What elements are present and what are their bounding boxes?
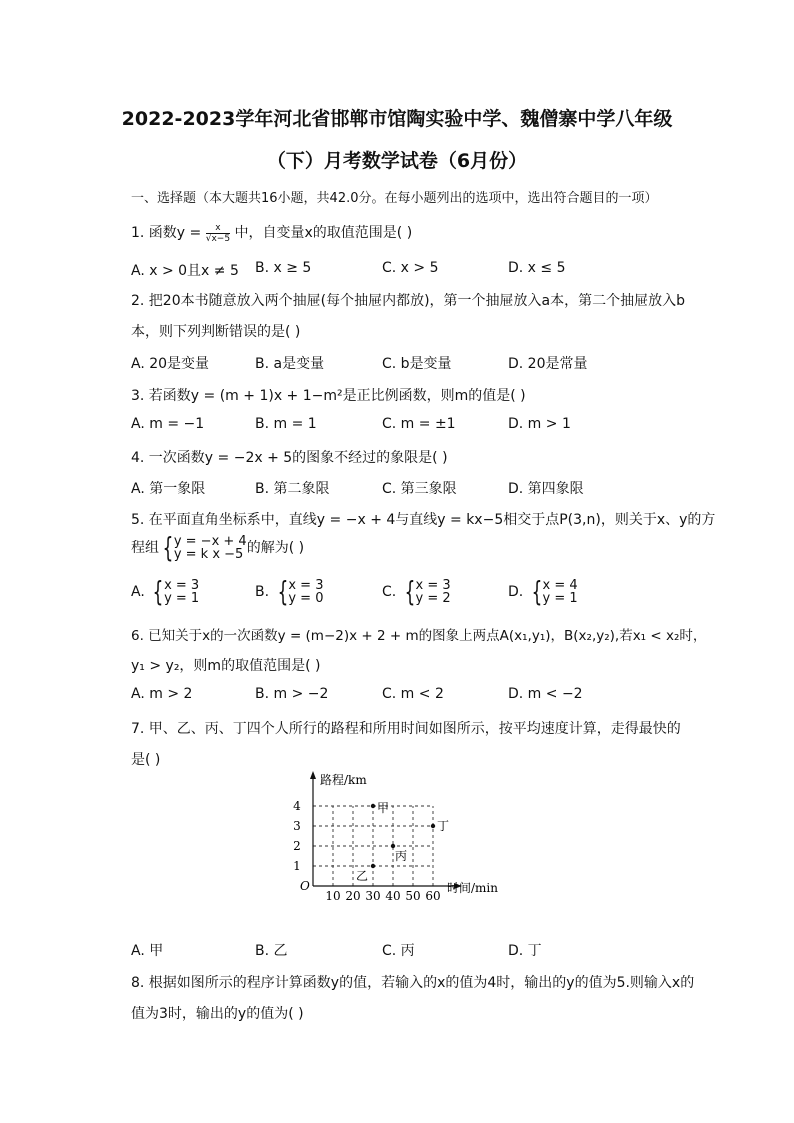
question-7-line2: 是( ) [131, 752, 161, 768]
q5-system-eq1: y = −x + 4 [173, 534, 247, 549]
q4-option-c[interactable]: C. 第三象限 [382, 481, 457, 497]
question-2-line1: 2. 把20本书随意放入两个抽屉(每个抽屉内都放)，第一个抽屉放入a本，第二个抽屉放入b [131, 293, 686, 309]
q5-option-c-brace: { [404, 575, 415, 608]
q3-option-a[interactable]: A. m = −1 [131, 416, 205, 432]
exam-title-line1: 2022-2023学年河北省邯郸市馆陶实验中学、魏僧寨中学八年级 [121, 108, 673, 130]
y-tick-label: 1 [293, 859, 301, 873]
q1-option-d[interactable]: D. x ≤ 5 [508, 260, 566, 276]
q4-option-a[interactable]: A. 第一象限 [131, 481, 206, 497]
q5-option-c-label: C. [382, 584, 397, 600]
q7-option-c[interactable]: C. 丙 [382, 943, 415, 959]
data-point [371, 804, 375, 808]
q5-system [174, 535, 247, 561]
q3-option-c[interactable]: C. m = ±1 [382, 416, 456, 432]
q1-fraction-denominator: √x−5 [205, 233, 231, 244]
x-tick-label: 40 [385, 889, 401, 900]
q5-option-b-eq2: y = 0 [288, 591, 324, 606]
data-point [371, 864, 375, 868]
q6-option-d[interactable]: D. m < −2 [508, 686, 583, 702]
q5-option-c-eq1: x = 3 [415, 578, 451, 593]
exam-title-line2: （下）月考数学试卷（6月份） [266, 150, 528, 172]
q5-option-b-system [288, 579, 323, 605]
y-tick-label: 3 [293, 819, 301, 833]
section-heading: 一、选择题（本大题共16小题，共42.0分。在每小题列出的选项中，选出符合题目的一项） [131, 191, 658, 206]
q5-option-d-label: D. [508, 584, 524, 600]
q2-option-a[interactable]: A. 20是变量 [131, 356, 210, 372]
origin-label: O [300, 879, 310, 893]
q2-option-c[interactable]: C. b是变量 [382, 356, 452, 372]
q5-option-d[interactable] [508, 575, 578, 608]
y-tick-label: 4 [293, 799, 301, 813]
question-5-line1: 5. 在平面直角坐标系中，直线y = −x + 4与直线y = kx−5相交于点P(3,n)，则关于x、y的方 [131, 512, 716, 528]
data-point-label: 丙 [395, 849, 408, 863]
question-6-line2: y₁ > y₂，则m的取值范围是( ) [131, 658, 321, 674]
q5-option-a-system [164, 579, 199, 605]
question-6-line1: 6. 已知关于x的一次函数y = (m−2)x + 2 + m的图象上两点A(x₁,y₁)，B(x₂,y₂),若x₁ < x₂时， [131, 628, 707, 644]
question-7-line1: 7. 甲、乙、丙、丁四个人所行的路程和所用时间如图所示，按平均速度计算，走得最快的 [131, 721, 681, 737]
x-tick-label: 10 [325, 889, 341, 900]
q1-option-b[interactable]: B. x ≥ 5 [255, 260, 312, 276]
q5-prefix: 程组 [131, 540, 159, 556]
y-tick-label: 2 [293, 839, 301, 853]
q2-option-b[interactable]: B. a是变量 [255, 356, 325, 372]
q7-distance-time-chart [280, 768, 520, 900]
q6-option-a[interactable]: A. m > 2 [131, 686, 193, 702]
q5-option-a-brace: { [152, 575, 164, 608]
x-tick-label: 50 [405, 889, 421, 900]
q5-suffix: 的解为( ) [246, 540, 305, 556]
data-point-label: 丁 [437, 819, 450, 833]
q5-option-d-system [543, 579, 578, 605]
q3-option-d[interactable]: D. m > 1 [508, 416, 571, 432]
data-point-label: 乙 [356, 869, 369, 883]
q4-option-d[interactable]: D. 第四象限 [508, 481, 584, 497]
data-point [391, 844, 395, 848]
q5-option-b-eq1: x = 3 [288, 578, 324, 593]
q5-option-a-label: A. [131, 584, 145, 600]
q3-option-b[interactable]: B. m = 1 [255, 416, 317, 432]
q5-option-b-label: B. [255, 584, 270, 600]
q5-option-d-eq2: y = 1 [542, 591, 578, 606]
q5-option-c[interactable] [382, 575, 451, 608]
q5-option-a[interactable] [131, 575, 200, 608]
question-5-line2 [131, 531, 305, 564]
q1-suffix: 中，自变量x的取值范围是( ) [234, 225, 413, 241]
q5-system-eq2: y = k x −5 [173, 547, 244, 562]
q6-option-c[interactable]: C. m < 2 [382, 686, 444, 702]
x-tick-label: 20 [345, 889, 361, 900]
question-8-line2: 值为3时，输出的y的值为( ) [131, 1006, 304, 1022]
q1-option-c[interactable]: C. x > 5 [382, 260, 439, 276]
question-4: 4. 一次函数y = −2x + 5的图象不经过的象限是( ) [131, 450, 448, 466]
x-tick-label: 60 [425, 889, 441, 900]
q7-option-a[interactable]: A. 甲 [131, 943, 164, 959]
q5-option-c-eq2: y = 2 [415, 591, 451, 606]
q6-option-b[interactable]: B. m > −2 [255, 686, 329, 702]
question-2-line2: 本，则下列判断错误的是( ) [131, 324, 301, 340]
q7-option-d[interactable]: D. 丁 [508, 943, 542, 959]
chart-grid [313, 806, 433, 886]
q5-brace: { [162, 531, 174, 564]
q5-option-a-eq2: y = 1 [164, 591, 200, 606]
x-axis-label: 时间/min [447, 881, 498, 895]
question-1 [131, 222, 412, 244]
q4-option-b[interactable]: B. 第二象限 [255, 481, 330, 497]
q5-option-d-eq1: x = 4 [542, 578, 578, 593]
x-tick-label: 30 [365, 889, 381, 900]
q1-fraction-numerator: x [206, 223, 230, 234]
q5-option-d-brace: { [531, 575, 542, 608]
q5-option-b[interactable] [255, 575, 324, 608]
q5-option-b-brace: { [277, 575, 288, 608]
y-axis-arrow [310, 771, 316, 779]
chart-ticks [293, 799, 440, 900]
data-point [431, 824, 435, 828]
y-axis-label: 路程/km [320, 773, 367, 787]
q2-option-d[interactable]: D. 20是常量 [508, 356, 588, 372]
q5-option-c-system [416, 579, 451, 605]
q5-option-a-eq1: x = 3 [164, 578, 200, 593]
question-8-line1: 8. 根据如图所示的程序计算函数y的值，若输入的x的值为4时，输出的y的值为5.则输入x的 [131, 975, 695, 991]
question-3: 3. 若函数y = (m + 1)x + 1−m²是正比例函数，则m的值是( ) [131, 388, 526, 404]
q1-option-a[interactable]: A. x > 0且x ≠ 5 [131, 263, 239, 279]
data-point-label: 甲 [377, 801, 390, 815]
q1-prefix: 1. 函数y = [131, 225, 202, 241]
q7-option-b[interactable]: B. 乙 [255, 943, 288, 959]
q1-fraction [206, 223, 230, 244]
chart-points [356, 801, 449, 883]
